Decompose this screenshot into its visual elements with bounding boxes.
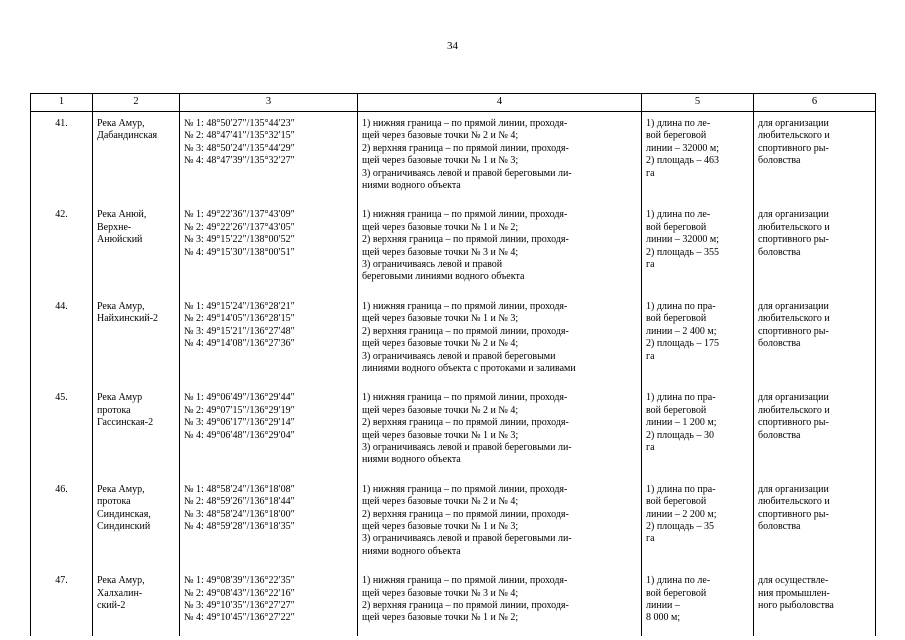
area-size: 1) длина по ле- вой береговой линии – 8 000 м; — [642, 569, 754, 636]
area-purpose: для организации любительского и спортивного ры- боловства — [754, 478, 876, 569]
base-point-coordinate: № 3: 49°15′21″/136°27′48″ — [184, 325, 295, 337]
area-name: Река Анюй, Верхне- Анюйский — [93, 203, 180, 294]
area-purpose: для осуществле- ния промышлен- ного рыболовства — [754, 569, 876, 636]
base-point-coordinate: № 2: 49°22′26″/137°43′05″ — [184, 221, 295, 233]
area-purpose: для организации любительского и спортивного ры- боловства — [754, 386, 876, 477]
area-boundaries: 1) нижняя граница – по прямой линии, проходя- щей через базовые точки № 3 и № 4; 2) верхняя граница – по прямой линии, проходя- щей через базовые точки № 1 и № 2; — [358, 569, 642, 636]
area-boundaries: 1) нижняя граница – по прямой линии, проходя- щей через базовые точки № 1 и № 3; 2) верхняя граница – по прямой линии, проходя- щей через базовые точки № 2 и № 4; 3) ограничиваясь левой и правой береговыми линиями водного объекта с протоками и заливами — [358, 295, 642, 386]
area-size: 1) длина по пра- вой береговой линии – 2 200 м; 2) площадь – 35 га — [642, 478, 754, 569]
column-header: 6 — [754, 94, 876, 112]
base-point-coordinate: № 3: 48°50′24″/135°44′29″ — [184, 142, 295, 154]
area-name: Река Амур, протока Синдинская, Синдинский — [93, 478, 180, 569]
area-purpose: для организации любительского и спортивного ры- боловства — [754, 295, 876, 386]
base-point-coordinate: № 1: 49°15′24″/136°28′21″ — [184, 300, 295, 312]
base-point-coordinate: № 4: 49°10′45″/136°27′22″ — [184, 612, 295, 624]
page-number: 34 — [447, 40, 458, 52]
column-header: 5 — [642, 94, 754, 112]
base-point-coordinate: № 1: 49°08′39″/136°22′35″ — [184, 575, 295, 587]
area-size: 1) длина по ле- вой береговой линии – 32000 м; 2) площадь – 355 га — [642, 203, 754, 294]
base-point-coordinate: № 2: 49°14′05″/136°28′15″ — [184, 313, 295, 325]
base-point-coordinate: № 1: 48°50′27″/135°44′23″ — [184, 118, 295, 129]
base-point-coordinate: № 1: 49°22′36″/137°43′09″ — [184, 209, 295, 221]
row-number: 44. — [31, 295, 93, 386]
row-number: 41. — [31, 112, 93, 204]
row-number: 42. — [31, 203, 93, 294]
area-name: Река Амур протока Гассинская-2 — [93, 386, 180, 477]
base-point-coordinate: № 2: 48°59′26″/136°18′44″ — [184, 496, 295, 508]
area-size: 1) длина по ле- вой береговой линии – 32000 м; 2) площадь – 463 га — [642, 112, 754, 204]
table-header-row — [31, 94, 876, 112]
area-boundaries: 1) нижняя граница – по прямой линии, проходя- щей через базовые точки № 2 и № 4; 2) верхняя граница – по прямой линии, проходя- щей через базовые точки № 1 и № 3; 3) ограничиваясь левой и правой береговыми ли- ниями водного объекта — [358, 112, 642, 204]
row-number: 46. — [31, 478, 93, 569]
base-points — [180, 569, 358, 636]
area-size: 1) длина по пра- вой береговой линии – 1 200 м; 2) площадь – 30 га — [642, 386, 754, 477]
base-points — [180, 203, 358, 294]
area-purpose: для организации любительского и спортивного ры- боловства — [754, 203, 876, 294]
fishing-areas-table — [30, 93, 876, 636]
column-header: 3 — [180, 94, 358, 112]
base-point-coordinate: № 4: 49°14′08″/136°27′36″ — [184, 338, 295, 350]
base-point-coordinate: № 3: 49°15′22″/138°00′52″ — [184, 234, 295, 246]
column-header: 4 — [358, 94, 642, 112]
base-points — [180, 386, 358, 477]
area-purpose: для организации любительского и спортивного ры- боловства — [754, 112, 876, 204]
base-point-coordinate: № 3: 48°58′24″/136°18′00″ — [184, 508, 295, 520]
column-header: 1 — [31, 94, 93, 112]
column-header: 2 — [93, 94, 180, 112]
base-point-coordinate: № 2: 49°07′15″/136°29′19″ — [184, 404, 295, 416]
base-point-coordinate: № 4: 49°06′48″/136°29′04″ — [184, 429, 295, 441]
area-name: Река Амур, Халхалин- ский-2 — [93, 569, 180, 636]
table-row — [31, 112, 876, 204]
base-point-coordinate: № 4: 48°59′28″/136°18′35″ — [184, 520, 295, 532]
base-point-coordinate: № 1: 48°58′24″/136°18′08″ — [184, 483, 295, 495]
base-point-coordinate: № 1: 49°06′49″/136°29′44″ — [184, 392, 295, 404]
table-row — [31, 569, 876, 636]
table-row — [31, 386, 876, 477]
area-boundaries: 1) нижняя граница – по прямой линии, проходя- щей через базовые точки № 1 и № 2; 2) верхняя граница – по прямой линии, проходя- щей через базовые точки № 3 и № 4; 3) ограничиваясь левой и правой береговыми линиями водного объекта — [358, 203, 642, 294]
base-points — [180, 478, 358, 569]
base-point-coordinate: № 3: 49°06′17″/136°29′14″ — [184, 417, 295, 429]
table-row — [31, 478, 876, 569]
base-point-coordinate: № 4: 48°47′39″/135°32′27″ — [184, 155, 295, 167]
row-number: 45. — [31, 386, 93, 477]
area-name: Река Амур, Дабандинская — [93, 112, 180, 204]
area-boundaries: 1) нижняя граница – по прямой линии, проходя- щей через базовые точки № 2 и № 4; 2) верхняя граница – по прямой линии, проходя- щей через базовые точки № 1 и № 3; 3) ограничиваясь левой и правой береговыми ли- ниями водного объекта — [358, 478, 642, 569]
base-points — [180, 295, 358, 386]
base-point-coordinate: № 2: 49°08′43″/136°22′16″ — [184, 587, 295, 599]
table-row — [31, 295, 876, 386]
base-point-coordinate: № 4: 49°15′30″/138°00′51″ — [184, 246, 295, 258]
row-number: 47. — [31, 569, 93, 636]
area-name: Река Амур, Найхинский-2 — [93, 295, 180, 386]
base-point-coordinate: № 2: 48°47′41″/135°32′15″ — [184, 130, 295, 142]
area-boundaries: 1) нижняя граница – по прямой линии, проходя- щей через базовые точки № 2 и № 4; 2) верхняя граница – по прямой линии, проходя- щей через базовые точки № 1 и № 3; 3) ограничиваясь левой и правой береговыми ли- ниями водного объекта — [358, 386, 642, 477]
base-point-coordinate: № 3: 49°10′35″/136°27′27″ — [184, 600, 295, 611]
table-row — [31, 203, 876, 294]
base-points — [180, 112, 358, 204]
area-size: 1) длина по пра- вой береговой линии – 2 400 м; 2) площадь – 175 га — [642, 295, 754, 386]
